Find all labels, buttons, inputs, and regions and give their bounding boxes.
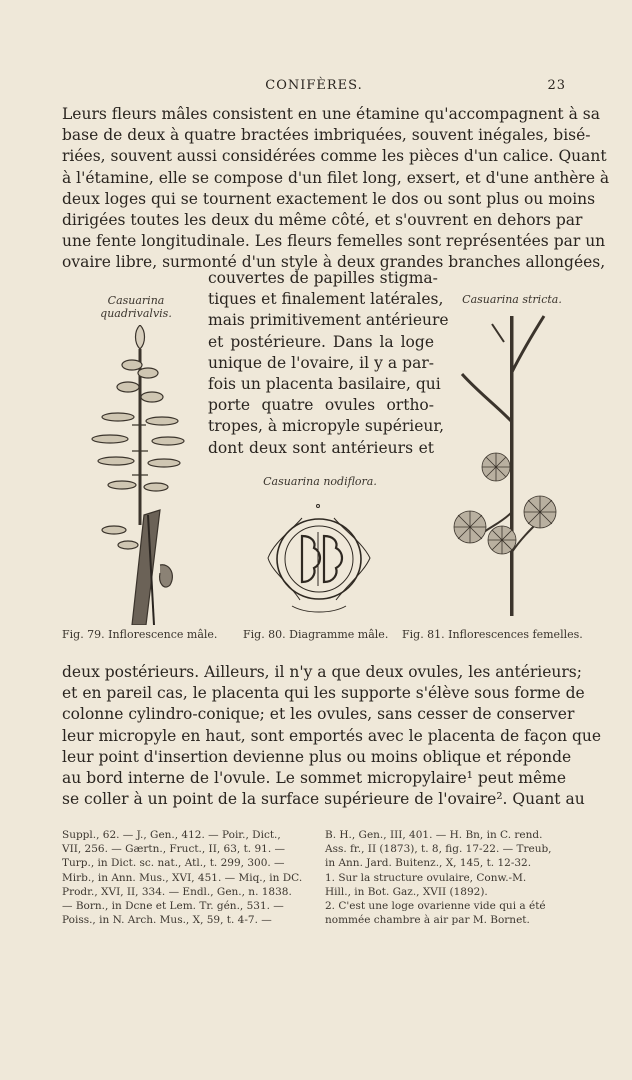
- text-line: colonne cylindro-conique; et les ovules, sans cesser de conserver: [62, 705, 575, 724]
- text-line: et en pareil cas, le placenta qui les supporte s'élève sous forme de: [62, 684, 585, 703]
- text-line: une fente longitudinale. Les fleurs femelles sont représentées par un: [62, 232, 606, 251]
- footnote-line: B. H., Gen., III, 401. — H. Bn, in C. rend.: [325, 829, 543, 841]
- text-line: se coller à un point de la surface supérieure de l'ovaire². Quant au: [62, 790, 585, 809]
- fig80-species-label: Casuarina nodiflora.: [263, 475, 377, 488]
- footnote-line: Suppl., 62. — J., Gen., 412. — Poir., Dict.,: [62, 829, 281, 841]
- fig79-inflorescence-illustration: [88, 325, 188, 625]
- footnote-line: nommée chambre à air par M. Bornet.: [325, 914, 530, 927]
- footnote-line: VII, 256. — Gærtn., Fruct., II, 63, t. 91. —: [62, 843, 285, 856]
- text-line: ovaire libre, surmonté d'un style à deux grandes branches allongées,: [62, 253, 606, 272]
- text-line: et postérieure. Dans la loge: [208, 332, 434, 351]
- fig81-species-label: Casuarina stricta.: [462, 293, 562, 306]
- fig79-species-label: [96, 294, 176, 320]
- footnote-line: Prodr., XVI, II, 334. — Endl., Gen., n. 1838.: [62, 885, 292, 898]
- footnote-line: Turp., in Dict. sc. nat., Atl., t. 299, 300. —: [62, 857, 285, 870]
- text-line: couvertes de papilles stigma-: [208, 269, 438, 287]
- text-line: porte quatre ovules ortho-: [208, 396, 434, 415]
- fig81-caption: Fig. 81. Inflorescences femelles.: [402, 628, 583, 641]
- footnote-line: Mirb., in Ann. Mus., XVI, 451. — Miq., in DC.: [62, 871, 303, 884]
- fig79-species-line1: Casuarina: [107, 294, 165, 307]
- text-line: dont deux sont antérieurs et: [208, 438, 434, 457]
- text-line: leur micropyle en haut, sont emportés avec le placenta de façon que: [62, 726, 602, 745]
- text-line: deux loges qui se tournent exactement le dos ou sont plus ou moins: [62, 189, 596, 208]
- text-line: riées, souvent aussi considérées comme les pièces d'un calice. Quant: [62, 147, 607, 166]
- text-line: au bord interne de l'ovule. Le sommet micropylaire¹ peut même: [62, 769, 566, 788]
- text-line: tiques et finalement latérales,: [208, 290, 444, 309]
- footnote-line: in Ann. Jard. Buitenz., X, 145, t. 12-32.: [325, 857, 532, 870]
- page-number: 23: [547, 78, 566, 93]
- text-line: tropes, à micropyle supérieur,: [208, 417, 445, 436]
- wrapped-paragraph: [208, 268, 449, 459]
- paragraph-2: [62, 662, 602, 810]
- fig79-species-line2: quadrivalvis.: [100, 307, 172, 320]
- footnote-line: Poiss., in N. Arch. Mus., X, 59, t. 4-7. —: [62, 914, 272, 927]
- fig79-caption: Fig. 79. Inflorescence mâle.: [62, 628, 218, 641]
- text-line: leur point d'insertion devienne plus ou moins oblique et réponde: [62, 747, 572, 766]
- footnotes-left-column: [62, 828, 310, 927]
- fig80-diagram-illustration: [262, 502, 382, 622]
- footnote-line: 1. Sur la structure ovulaire, Conw.-M.: [325, 871, 527, 884]
- text-line: deux postérieurs. Ailleurs, il n'y a que deux ovules, les antérieurs;: [62, 663, 582, 681]
- paragraph-1: [62, 104, 610, 274]
- text-line: unique de l'ovaire, il y a par-: [208, 353, 434, 372]
- text-line: dirigées toutes les deux du même côté, et s'ouvrent en dehors par: [62, 211, 583, 230]
- footnote-line: Hill., in Bot. Gaz., XVII (1892).: [325, 885, 488, 898]
- text-line: fois un placenta basilaire, qui: [208, 375, 441, 394]
- text-line: base de deux à quatre bractées imbriquées, souvent inégales, bisé-: [62, 126, 591, 145]
- footnote-line: Ass. fr., II (1873), t. 8, fig. 17-22. — Treub,: [325, 843, 552, 856]
- footnotes-right-column: [325, 828, 570, 927]
- text-line: à l'étamine, elle se compose d'un filet long, exsert, et d'une anthère à: [62, 168, 610, 187]
- footnote-line: — Born., in Dcne et Lem. Tr. gén., 531. —: [62, 900, 284, 913]
- fig80-caption: Fig. 80. Diagramme mâle.: [243, 628, 389, 641]
- running-title: CONIFÈRES.: [265, 78, 363, 93]
- footnote-line: 2. C'est une loge ovarienne vide qui a été: [325, 900, 546, 913]
- text-line: mais primitivement antérieure: [208, 311, 449, 330]
- text-line: Leurs fleurs mâles consistent en une étamine qu'accompagnent à sa: [62, 105, 600, 123]
- fig81-inflorescence-illustration: [448, 312, 568, 622]
